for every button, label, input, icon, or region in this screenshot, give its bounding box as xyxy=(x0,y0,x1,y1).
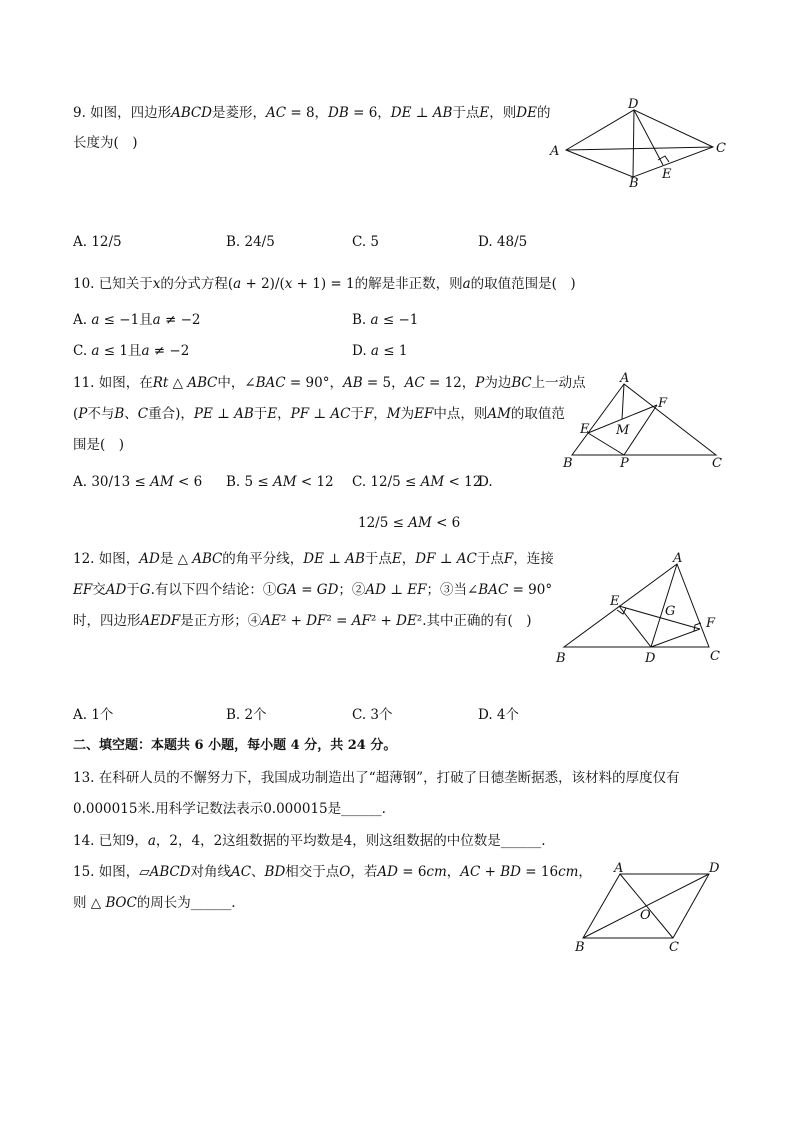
q11-label-m: M xyxy=(616,423,630,438)
q12-option-a: A. 1个 xyxy=(73,707,114,723)
q9-rhombus-figure xyxy=(545,98,735,193)
q15-label-c: C xyxy=(669,940,679,955)
section-2-heading: 二、填空题：本题共 6 小题，每小题 4 分，共 24 分。 xyxy=(73,738,397,753)
q9-stem-line2: 长度为( ) xyxy=(73,135,138,151)
q15-label-a: A xyxy=(614,861,624,876)
q10-stem: 10. 已知关于𝑥的分式方程(𝑎 + 2)/(𝑥 + 1) = 1的解是非正数，则𝑎的取值范围是( ) xyxy=(73,276,576,292)
q12-option-b: B. 2个 xyxy=(226,707,267,723)
q11-option-a: A. 30/13 ≤ 𝐴𝑀 < 6 xyxy=(73,474,203,490)
q15-label-d: D xyxy=(709,861,720,876)
q10-option-a: A. 𝑎 ≤ −1且𝑎 ≠ −2 xyxy=(73,312,201,328)
q12-option-c: C. 3个 xyxy=(352,707,393,723)
q13-line1: 13. 在科研人员的不懈努力下，我国成功制造出了“超薄钢”，打破了日德垄断据悉，该材料的厚度仅有 xyxy=(73,770,680,786)
q11-label-a: A xyxy=(620,371,630,386)
q11-triangle-figure xyxy=(560,370,735,475)
q12-label-f: F xyxy=(706,616,716,631)
q9-option-b: B. 24/5 xyxy=(226,234,275,250)
q9-label-b: B xyxy=(629,176,639,191)
q10-option-c: C. 𝑎 ≤ 1且𝑎 ≠ −2 xyxy=(73,343,190,359)
q12-label-d: D xyxy=(645,651,656,666)
q9-stem-line1: 9. 如图，四边形𝐴𝐵𝐶𝐷是菱形，𝐴𝐶 = 8，𝐷𝐵 = 6，𝐷𝐸 ⊥ 𝐴𝐵于点𝐸，则𝐷𝐸的 xyxy=(73,105,551,121)
q9-label-e: E xyxy=(662,167,672,182)
q12-stem-line1: 12. 如图，𝐴𝐷是 △ 𝐴𝐵𝐶的角平分线，𝐷𝐸 ⊥ 𝐴𝐵于点𝐸，𝐷𝐹 ⊥ 𝐴𝐶于点𝐹，连接 xyxy=(73,551,554,567)
q11-label-e: E xyxy=(580,422,590,437)
q9-label-d: D xyxy=(628,97,639,112)
q11-label-f: F xyxy=(658,396,668,411)
q11-option-d-value: 12/5 ≤ 𝐴𝑀 < 6 xyxy=(358,515,461,531)
q15-label-b: B xyxy=(575,940,585,955)
q12-label-g: G xyxy=(665,604,676,619)
q11-option-d: D. xyxy=(478,474,493,490)
q10-option-d: D. 𝑎 ≤ 1 xyxy=(352,343,408,359)
q9-option-a: A. 12/5 xyxy=(73,234,122,250)
q11-option-b: B. 5 ≤ 𝐴𝑀 < 12 xyxy=(226,474,334,490)
q15-line2: 则 △ 𝐵𝑂𝐶的周长为______. xyxy=(73,895,236,911)
q11-label-c: C xyxy=(712,456,722,471)
q12-option-d: D. 4个 xyxy=(478,707,520,723)
q12-stem-line3: 时，四边形𝐴𝐸𝐷𝐹是正方形；④𝐴𝐸² + 𝐷𝐹² = 𝐴𝐹² + 𝐷𝐸².其中正确的有( ) xyxy=(73,613,532,629)
q15-label-o: O xyxy=(640,908,651,923)
q12-label-b: B xyxy=(556,651,566,666)
q10-option-b: B. 𝑎 ≤ −1 xyxy=(352,312,419,328)
q9-label-a: A xyxy=(550,144,560,159)
q11-stem-line1: 11. 如图，在𝑅𝑡 △ 𝐴𝐵𝐶中，∠𝐵𝐴𝐶 = 90°，𝐴𝐵 = 5，𝐴𝐶 = 12，𝑃为边𝐵𝐶上一动点 xyxy=(73,375,586,391)
q12-stem-line2: 𝐸𝐹交𝐴𝐷于𝐺.有以下四个结论：①𝐺𝐴 = 𝐺𝐷；②𝐴𝐷 ⊥ 𝐸𝐹；③当∠𝐵𝐴𝐶 = 90° xyxy=(73,582,553,598)
q15-parallelogram-figure xyxy=(568,860,728,955)
q9-option-d: D. 48/5 xyxy=(478,234,528,250)
q14-line1: 14. 已知9，𝑎，2，4，2这组数据的平均数是4，则这组数据的中位数是______. xyxy=(73,833,546,849)
q11-stem-line3: 围是( ) xyxy=(73,437,125,453)
q11-label-b: B xyxy=(563,456,573,471)
q13-line2: 0.000015米.用科学记数法表示0.000015是______. xyxy=(73,801,386,817)
q12-label-a: A xyxy=(673,551,683,566)
q9-label-c: C xyxy=(716,141,726,156)
q15-line1: 15. 如图，▱𝐴𝐵𝐶𝐷对角线𝐴𝐶、𝐵𝐷相交于点𝑂，若𝐴𝐷 = 6𝑐𝑚，𝐴𝐶 + 𝐵𝐷 = 16𝑐𝑚， xyxy=(73,864,592,880)
q11-option-c: C. 12/5 ≤ 𝐴𝑀 < 12 xyxy=(352,474,482,490)
q12-triangle-figure xyxy=(550,550,735,670)
q12-label-e: E xyxy=(610,594,620,609)
q11-label-p: P xyxy=(620,456,629,471)
q11-stem-line2: (𝑃不与𝐵、𝐶重合)，𝑃𝐸 ⊥ 𝐴𝐵于𝐸，𝑃𝐹 ⊥ 𝐴𝐶于𝐹，𝑀为𝐸𝐹中点，则𝐴𝑀的取值范 xyxy=(73,406,565,422)
q9-option-c: C. 5 xyxy=(352,234,380,250)
q12-label-c: C xyxy=(710,649,720,664)
